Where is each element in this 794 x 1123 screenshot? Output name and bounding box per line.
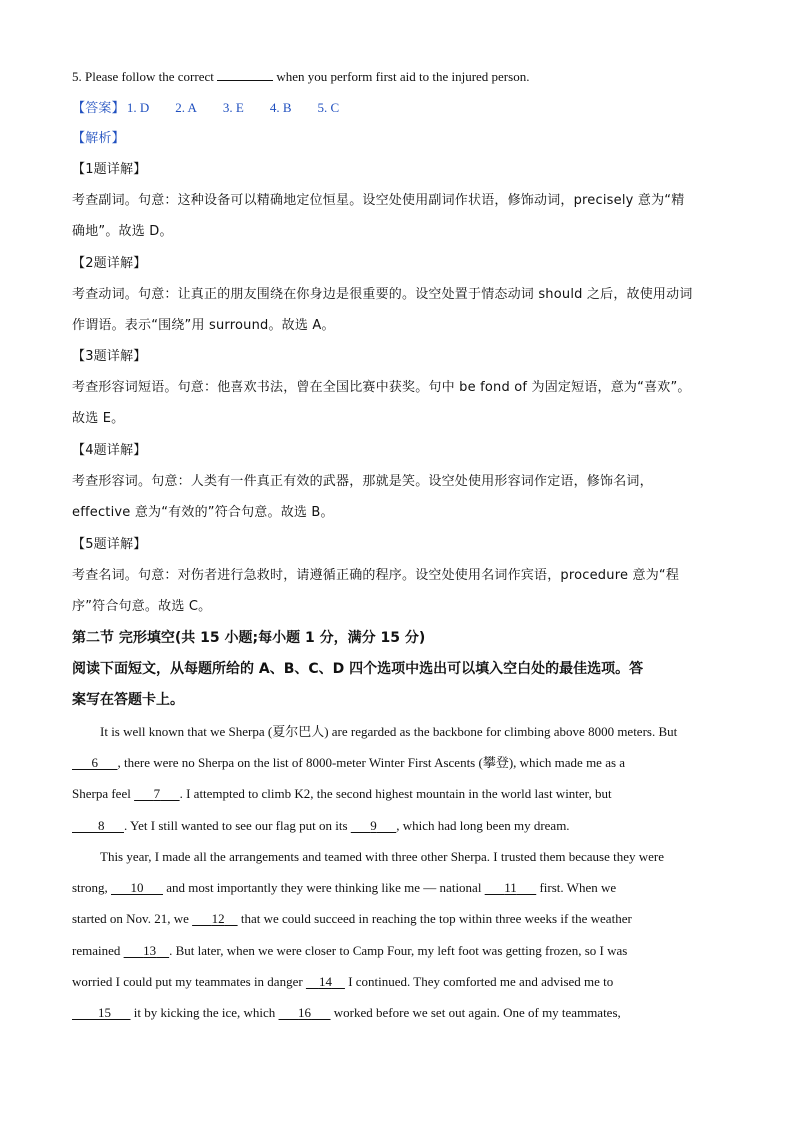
blank-13 [124, 943, 170, 959]
passage-text: started on Nov. 21, we [72, 911, 193, 926]
passage-p2-line-6 [72, 1005, 732, 1021]
blank-number: 15 [98, 1005, 111, 1020]
answer-item: 1. D [126, 100, 150, 115]
blank-6 [72, 755, 118, 771]
detail-1-line-1: 考查副词。句意：这种设备可以精确地定位恒星。设空处使用副词作状语，修饰动词，precisely 意为“精 [72, 193, 685, 208]
passage-p2-line-1: This year, I made all the arrangements and teamed with three other Sherpa. I trusted them because they were [100, 849, 665, 864]
passage-p2-line-3 [72, 911, 732, 927]
analysis-tag: 【解析】 [72, 131, 125, 146]
passage-text: strong, [72, 880, 111, 895]
answer-item: 2. A [175, 100, 197, 115]
detail-2-line-1: 考查动词。句意：让真正的朋友围绕在你身边是很重要的。设空处置于情态动词 should 之后，故使用动词 [72, 287, 693, 302]
blank-15 [72, 1005, 131, 1021]
question-5-text-before: 5. Please follow the correct [72, 69, 218, 84]
passage-text: that we could succeed in reaching the top within three weeks if the weather [237, 911, 632, 926]
detail-3-line-2: 故选 E。 [72, 411, 125, 426]
blank-number: 8 [98, 818, 105, 833]
blank-11 [485, 880, 537, 896]
detail-3-line-1: 考查形容词短语。句意：他喜欢书法，曾在全国比赛中获奖。句中 be fond of 为固定短语，意为“喜欢”。 [72, 380, 691, 395]
passage-text: and most importantly they were thinking like me — national [163, 880, 485, 895]
section-instruction-line-1: 阅读下面短文，从每题所给的 A、B、C、D 四个选项中选出可以填入空白处的最佳选项。答 [72, 661, 644, 677]
detail-4-line-1: 考查形容词。句意：人类有一件真正有效的武器，那就是笑。设空处使用形容词作定语，修饰名词， [72, 474, 653, 489]
answer-item: 5. C [317, 100, 340, 115]
blank-number: 12 [211, 911, 225, 926]
blank-number: 6 [91, 755, 98, 770]
blank-9 [351, 818, 397, 834]
blank-number: 14 [318, 974, 332, 989]
blank-16 [279, 1005, 331, 1021]
question-5 [72, 68, 732, 85]
detail-1-line-2: 确地”。故选 D。 [72, 224, 173, 239]
passage-p1-line-2 [72, 755, 732, 771]
passage-p2-line-4 [72, 943, 732, 959]
detail-4-line-2: effective 意为“有效的”符合句意。故选 B。 [72, 505, 334, 520]
passage-text: it by kicking the ice, which [130, 1005, 279, 1020]
passage-p1-line-1: It is well known that we Sherpa (夏尔巴人) are regarded as the backbone for climbing above 8000 meters. But [100, 724, 678, 739]
question-5-text-after: when you perform first aid to the injured person. [273, 69, 530, 84]
blank-number: 9 [370, 818, 377, 833]
passage-text: Sherpa feel [72, 786, 135, 801]
blank-number: 7 [153, 786, 161, 801]
blank-8 [72, 818, 124, 834]
passage-text: , there were no Sherpa on the list of 8000-meter Winter First Ascents (攀登), which made me as a [117, 755, 626, 770]
answer-tag: 【答案】 [72, 101, 125, 116]
passage-p1-line-3 [72, 786, 732, 802]
blank-number: 16 [298, 1005, 312, 1020]
blank-number: 13 [143, 943, 157, 958]
passage-p1-line-4 [72, 818, 732, 834]
detail-2-heading: 【2题详解】 [72, 256, 147, 271]
passage-text: remained [72, 943, 124, 958]
passage-text: . Yet I still wanted to see our flag put on its [124, 818, 351, 833]
detail-5-heading: 【5题详解】 [72, 537, 147, 552]
passage-text: . I attempted to climb K2, the second highest mountain in the world last winter, but [179, 786, 612, 801]
detail-5-line-2: 序”符合句意。故选 C。 [72, 599, 212, 614]
detail-2-line-2: 作谓语。表示“围绕”用 surround。故选 A。 [72, 318, 335, 333]
answer-key [72, 100, 732, 117]
passage-text: worried I could put my teammates in danger [72, 974, 306, 989]
answer-item: 4. B [269, 100, 292, 115]
blank-number: 10 [130, 880, 144, 895]
blank-10 [111, 880, 163, 896]
passage-p2-line-5 [72, 974, 732, 990]
passage-text: worked before we set out again. One of my teammates, [330, 1005, 621, 1020]
section-instruction-line-2: 案写在答题卡上。 [72, 692, 184, 708]
blank-7 [134, 786, 180, 802]
detail-1-heading: 【1题详解】 [72, 162, 147, 177]
section-title: 第二节 完形填空(共 15 小题;每小题 1 分，满分 15 分) [72, 630, 426, 646]
blank-number: 11 [504, 880, 517, 895]
blank-12 [192, 911, 238, 927]
passage-p2-line-2 [72, 880, 732, 896]
blank-14 [306, 974, 345, 990]
passage-text: I continued. They comforted me and advised me to [344, 974, 614, 989]
answer-item: 3. E [222, 100, 244, 115]
passage-text: . But later, when we were closer to Camp Four, my left foot was getting frozen, so I was [169, 943, 628, 958]
passage-text: , which had long been my dream. [396, 818, 570, 833]
detail-4-heading: 【4题详解】 [72, 443, 147, 458]
passage-text: first. When we [536, 880, 617, 895]
detail-5-line-1: 考查名词。句意：对伤者进行急救时，请遵循正确的程序。设空处使用名词作宾语，procedure 意为“程 [72, 568, 680, 583]
detail-3-heading: 【3题详解】 [72, 349, 147, 364]
answer-blank [217, 68, 273, 81]
